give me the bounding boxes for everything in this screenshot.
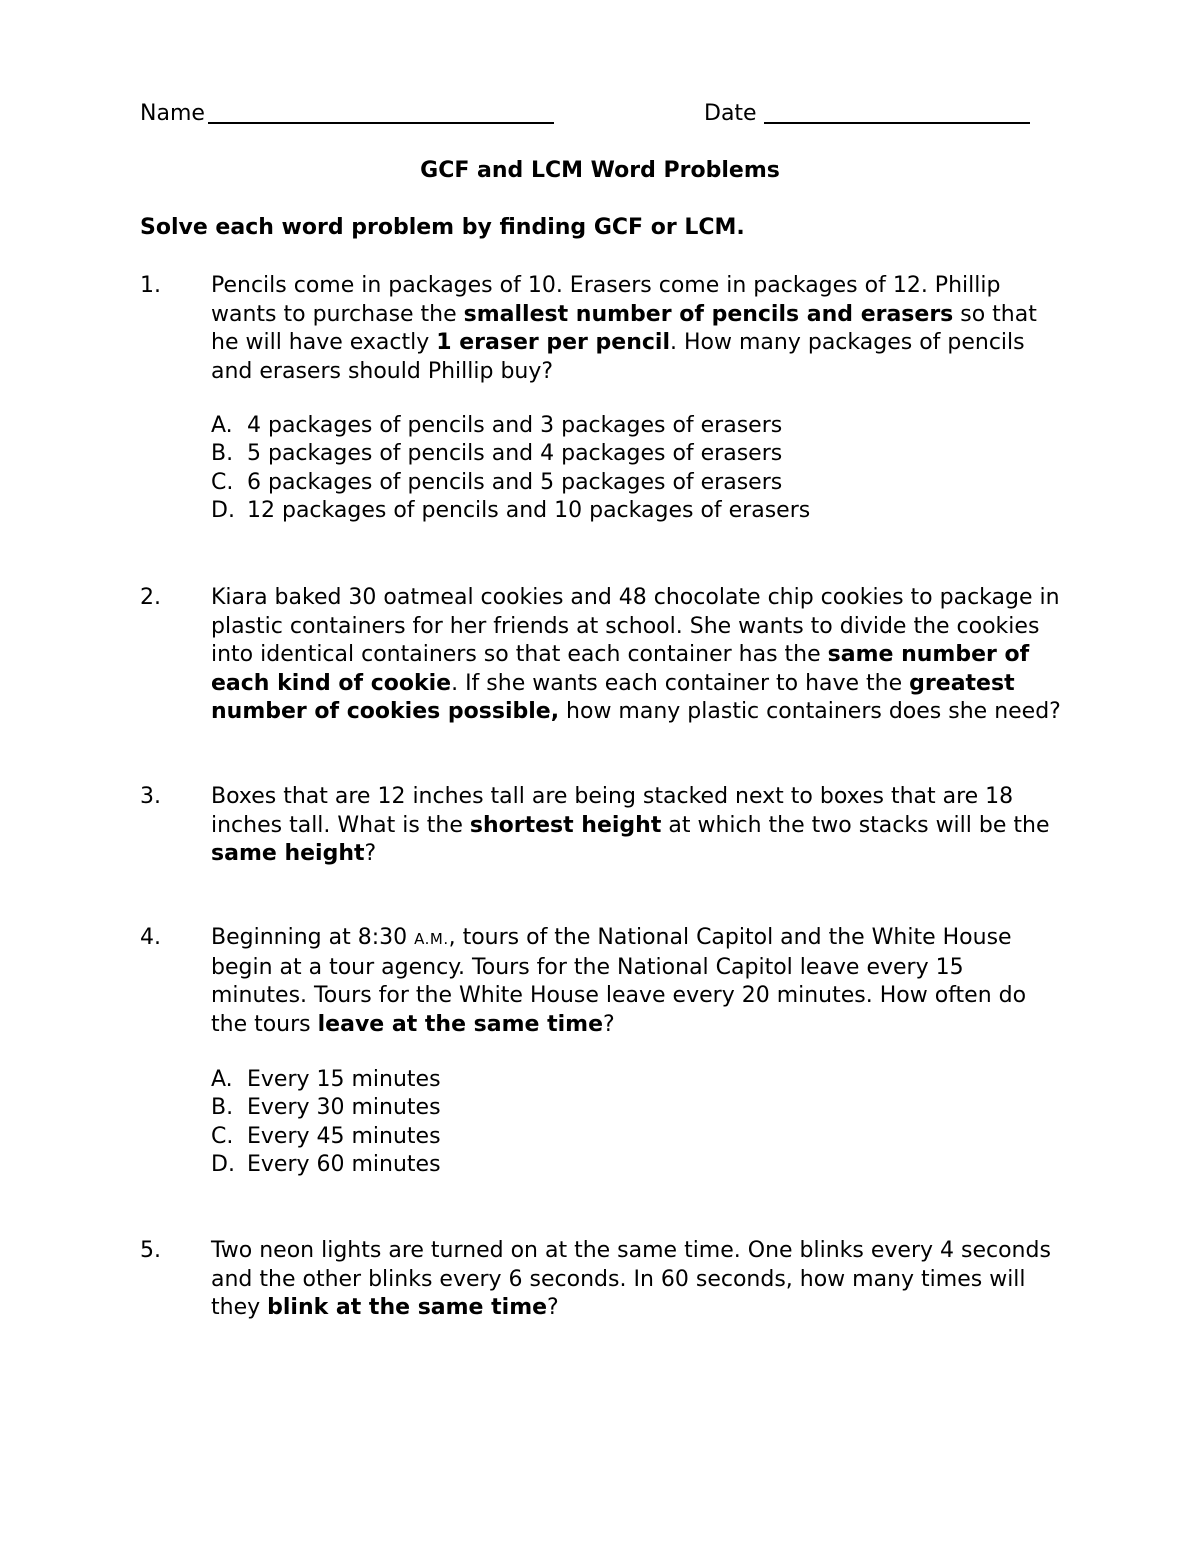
problem-text-segment: . If she wants each container to have the — [451, 670, 910, 696]
problem-text-segment: Pencils come in packages of 10. Erasers come in packages of 12. Phillip wants to purchase the — [211, 273, 1001, 327]
problem-number: 2. — [140, 585, 161, 610]
emphasis-text: blink at the same time — [267, 1295, 548, 1320]
choice-d[interactable]: D. 12 packages of pencils and 10 packages of erasers — [211, 497, 811, 523]
choice-b[interactable]: B. 5 packages of pencils and 4 packages of erasers — [211, 441, 783, 467]
problem-text — [211, 272, 1066, 386]
choice-d[interactable]: D. Every 60 minutes — [211, 1151, 441, 1177]
name-blank-line[interactable] — [208, 122, 554, 124]
problem-text-segment: how many plastic containers does she need? — [559, 699, 1061, 724]
choice-b[interactable]: B. Every 30 minutes — [211, 1095, 441, 1121]
choice-a[interactable]: A. Every 15 minutes — [211, 1067, 441, 1092]
answer-choices — [211, 412, 810, 525]
problem-text-segment: Kiara baked 30 oatmeal cookies and 48 chocolate chip cookies to package in plastic containers for her friends at school. She wants to divide the cookies into identical containers so that each container has the — [211, 585, 1060, 667]
problem-text — [211, 584, 1066, 727]
problem-text-segment: ? — [603, 1011, 615, 1037]
problem-text — [211, 924, 1066, 1039]
emphasis-text: 1 eraser per pencil — [436, 330, 671, 355]
emphasis-text: greatest number of cookies possible, — [211, 670, 1015, 724]
emphasis-text: same number of each kind of cookie — [211, 642, 1030, 696]
emphasis-text: shortest height — [469, 812, 662, 838]
page-title: GCF and LCM Word Problems — [420, 158, 780, 183]
emphasis-text: smallest number of pencils and erasers — [463, 301, 954, 327]
problem-number: 3. — [140, 784, 161, 809]
emphasis-text: leave at the same time — [317, 1011, 603, 1037]
problem-text-segment: , tours of the National Capitol and the White House begin at a tour agency. Tours for the National Capitol leave every 15 minutes. Tours for the White House leave every 20 minutes. How often do the tours — [211, 925, 1027, 1037]
choice-c[interactable]: C. 6 packages of pencils and 5 packages of erasers — [211, 469, 783, 495]
problem-text — [211, 1237, 1066, 1323]
problem-number: 4. — [140, 925, 161, 950]
problem-text-segment: . How many packages of pencils and erasers should Phillip buy? — [211, 330, 1025, 384]
problem-text-segment: at which the two stacks will be the — [661, 812, 1050, 838]
problem-text-segment: so that he will have exactly — [211, 301, 1037, 355]
date-blank-line[interactable] — [764, 122, 1030, 124]
problem-text-segment: Beginning at 8:30 — [211, 925, 415, 950]
problem-text-segment: Two neon lights are turned on at the same time. One blinks every 4 seconds and the other blinks every 6 seconds. In 60 seconds, how many times will they — [211, 1238, 1051, 1320]
choice-a[interactable]: A. 4 packages of pencils and 3 packages of erasers — [211, 413, 783, 438]
date-label: Date — [704, 101, 757, 126]
answer-choices — [211, 1066, 441, 1179]
problem-text — [211, 783, 1066, 869]
header-row — [140, 100, 1060, 132]
problem-text-segment: ? — [547, 1295, 559, 1320]
problem-number: 5. — [140, 1238, 161, 1263]
instructions: Solve each word problem by finding GCF or LCM. — [140, 215, 745, 240]
time-abbrev: A.M. — [414, 930, 449, 948]
problem-text-segment: Boxes that are 12 inches tall are being stacked next to boxes that are 18 inches tall. What is the — [211, 784, 1014, 838]
name-label: Name — [140, 101, 205, 126]
choice-c[interactable]: C. Every 45 minutes — [211, 1123, 441, 1149]
problem-text-segment: ? — [364, 841, 377, 866]
problem-number: 1. — [140, 273, 161, 298]
emphasis-text: same height — [211, 841, 365, 866]
